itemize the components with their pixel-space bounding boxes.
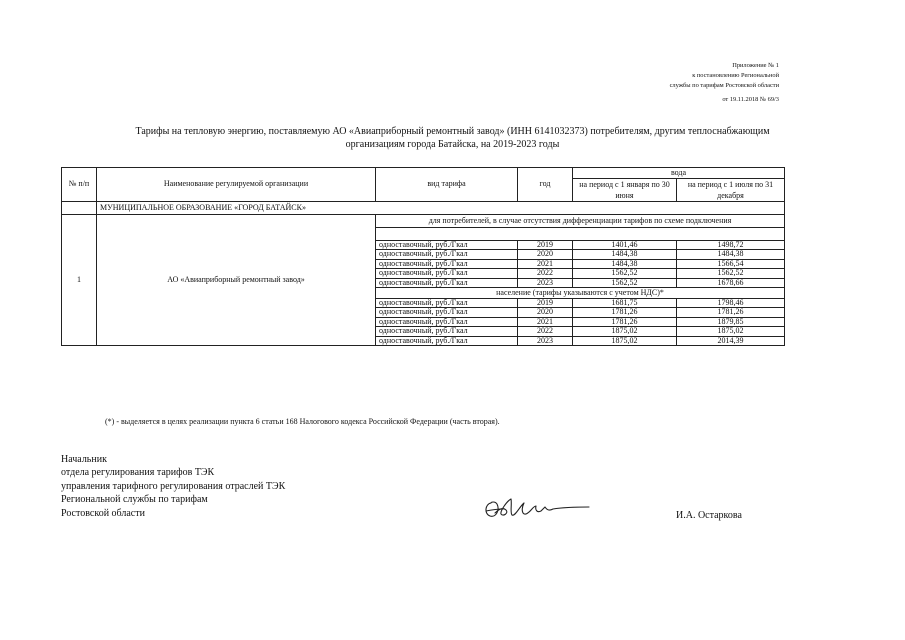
period-1-value: 1484,38 [573,259,677,268]
document-title-line-2: организациям города Батайска, на 2019-2023 годы [345,139,560,150]
period-1-value: 1401,46 [573,241,677,250]
year-cell: 2020 [518,308,573,317]
period-1-value: 1562,52 [573,269,677,278]
tariff-type-cell: одноставочный, руб./Гкал [376,299,518,308]
signer-title-line-5: Ростовской области [61,507,145,519]
period-2-value: 1798,46 [677,299,785,308]
period-2-value: 1498,72 [677,241,785,250]
year-cell: 2019 [518,299,573,308]
appendix-note [670,61,779,91]
tariff-type-cell: одноставочный, руб./Гкал [376,278,518,287]
header-num: № п/п [62,168,97,202]
year-cell: 2023 [518,336,573,345]
period-1-value: 1875,02 [573,327,677,336]
tariff-type-cell: одноставочный, руб./Гкал [376,317,518,326]
period-1-value: 1781,26 [573,308,677,317]
period-1-value: 1681,75 [573,299,677,308]
footnote: (*) - выделяется в целях реализации пункта 6 статьи 168 Налогового кодекса Российской Федерации (часть вторая). [105,417,500,426]
header-period-2: на период с 1 июля по 31 декабря [677,179,785,202]
year-cell: 2022 [518,327,573,336]
period-2-value: 1562,52 [677,269,785,278]
signer-title-line-4: Региональной службы по тарифам [61,494,208,506]
municipality-row [62,202,785,215]
header-tariff-type: вид тарифа [376,168,518,202]
tariff-type-cell: одноставочный, руб./Гкал [376,250,518,259]
municipality-name: МУНИЦИПАЛЬНОЕ ОБРАЗОВАНИЕ «ГОРОД БАТАЙСК» [97,202,785,215]
header-period-1: на период с 1 января по 30 июня [573,179,677,202]
year-cell: 2023 [518,278,573,287]
appendix-line-2: к постановлению Региональной [692,72,779,79]
signer-name: И.А. Остаркова [676,510,742,521]
year-cell: 2020 [518,250,573,259]
section-2-heading: население (тарифы указываются с учетом НДС)* [376,288,785,299]
tariff-type-cell: одноставочный, руб./Гкал [376,269,518,278]
period-2-value: 2014,39 [677,336,785,345]
header-group-water: вода [573,168,785,179]
signer-title-line-3: управления тарифного регулирования отраслей ТЭК [61,480,286,492]
tariff-type-cell: одноставочный, руб./Гкал [376,336,518,345]
year-cell: 2021 [518,317,573,326]
appendix-line-3: службы по тарифам Ростовской области [669,82,779,89]
tariff-table [61,167,785,346]
header-org-name: Наименование регулируемой организации [97,168,376,202]
document-title-line-1: Тарифы на тепловую энергию, поставляемую АО «Авиаприборный ремонтный завод» (ИНН 6141032373) потребителям, другим теплоснабжающим [135,126,770,137]
year-cell: 2022 [518,269,573,278]
header-year: год [518,168,573,202]
period-2-value: 1875,02 [677,327,785,336]
period-1-value: 1781,26 [573,317,677,326]
period-2-value: 1678,66 [677,278,785,287]
tariff-type-cell: одноставочный, руб./Гкал [376,327,518,336]
period-1-value: 1875,02 [573,336,677,345]
section-1-heading-row [62,215,785,228]
period-1-value: 1484,38 [573,250,677,259]
signer-title-line-2: отдела регулирования тарифов ТЭК [61,467,215,479]
row-number: 1 [62,215,97,346]
table-header-row [62,168,785,179]
period-2-value: 1484,38 [677,250,785,259]
section-1-heading: для потребителей, в случае отсутствия дифференциации тарифов по схеме подключения [376,215,785,228]
appendix-line-1: Приложение № 1 [732,62,779,69]
signer-block [61,453,285,520]
year-cell: 2019 [518,241,573,250]
period-2-value: 1879,85 [677,317,785,326]
signer-title-line-1: Начальник [61,454,107,465]
period-2-value: 1566,54 [677,259,785,268]
appendix-date: от 19.11.2018 № 69/3 [722,96,779,103]
tariff-type-cell: одноставочный, руб./Гкал [376,308,518,317]
tariff-type-cell: одноставочный, руб./Гкал [376,241,518,250]
period-1-value: 1562,52 [573,278,677,287]
organization-name: АО «Авиаприборный ремонтный завод» [97,215,376,346]
document-title [60,125,845,151]
period-2-value: 1781,26 [677,308,785,317]
year-cell: 2021 [518,259,573,268]
tariff-type-cell: одноставочный, руб./Гкал [376,259,518,268]
handwritten-signature [481,489,591,523]
